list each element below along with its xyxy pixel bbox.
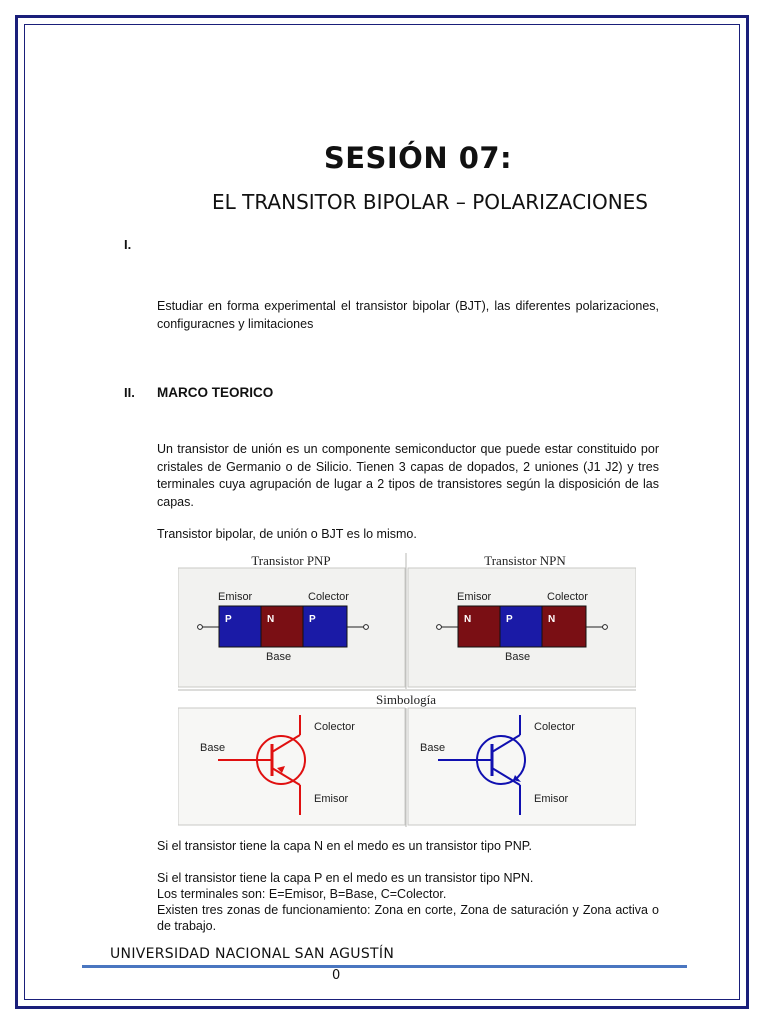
svg-text:N: N (267, 614, 275, 625)
svg-text:Base: Base (266, 651, 292, 663)
pnp-layer-p1 (219, 606, 261, 647)
document-subtitle: EL TRANSITOR BIPOLAR – POLARIZACIONES (211, 190, 648, 214)
section-1-paragraph: Estudiar en forma experimental el transistor bipolar (BJT), las diferentes polarizaciones, configuracnes y limitaciones (157, 299, 659, 331)
symbology-header: Simbología (376, 692, 436, 707)
pnp-layer-p2 (303, 606, 347, 647)
section-2-paragraph-4 (157, 870, 659, 934)
section-2-number: II. (124, 385, 135, 400)
svg-text:P: P (309, 614, 316, 625)
pnp-npn-line: Si el transistor tiene la capa P en el medo es un transistor tipo NPN. (157, 871, 534, 885)
svg-text:Emisor: Emisor (534, 793, 569, 805)
zones-line: Existen tres zonas de funcionamiento: Zona en corte, Zona de saturación y Zona activa o de trabajo. (157, 903, 659, 933)
transistor-figure (178, 553, 636, 827)
section-2-paragraph-3: Si el transistor tiene la capa N en el medo es un transistor tipo PNP. (157, 839, 532, 853)
svg-text:Emisor: Emisor (314, 793, 349, 805)
section-2-paragraph-2: Transistor bipolar, de unión o BJT es lo mismo. (157, 527, 417, 541)
page-number: 0 (332, 968, 341, 983)
svg-text:Colector: Colector (547, 591, 588, 603)
svg-text:P: P (506, 614, 513, 625)
npn-layer-n1 (458, 606, 500, 647)
pnp-header: Transistor PNP (251, 553, 331, 568)
svg-text:N: N (464, 614, 472, 625)
section-2-paragraph-1: Un transistor de unión es un componente semiconductor que puede estar constituido por cristales de Germanio o de Silicio. Tienen 3 capas de dopados, 2 uniones (J1 J2) y tres terminales cuya agrupación de lugar a 2 tipos de transistores según la disposición de las capas. (157, 442, 659, 509)
footer-divider (82, 965, 687, 968)
section-1-number: I. (124, 237, 132, 252)
svg-text:Base: Base (200, 742, 226, 754)
svg-text:Base: Base (505, 651, 531, 663)
svg-text:N: N (548, 614, 556, 625)
svg-text:Colector: Colector (314, 721, 355, 733)
pnp-layer-n (261, 606, 303, 647)
terminals-line: Los terminales son: E=Emisor, B=Base, C=Colector. (157, 887, 447, 901)
svg-text:P: P (225, 614, 232, 625)
npn-layer-p (500, 606, 542, 647)
svg-text:Emisor: Emisor (457, 591, 492, 603)
svg-text:Colector: Colector (308, 591, 349, 603)
svg-text:Base: Base (420, 742, 446, 754)
svg-text:Colector: Colector (534, 721, 575, 733)
npn-layer-n2 (542, 606, 586, 647)
session-title: SESIÓN 07: (323, 141, 513, 175)
footer-university: UNIVERSIDAD NACIONAL SAN AGUSTÍN (110, 946, 395, 962)
svg-text:Emisor: Emisor (218, 591, 253, 603)
npn-header: Transistor NPN (484, 553, 566, 568)
section-2-title: MARCO TEORICO (157, 385, 274, 400)
